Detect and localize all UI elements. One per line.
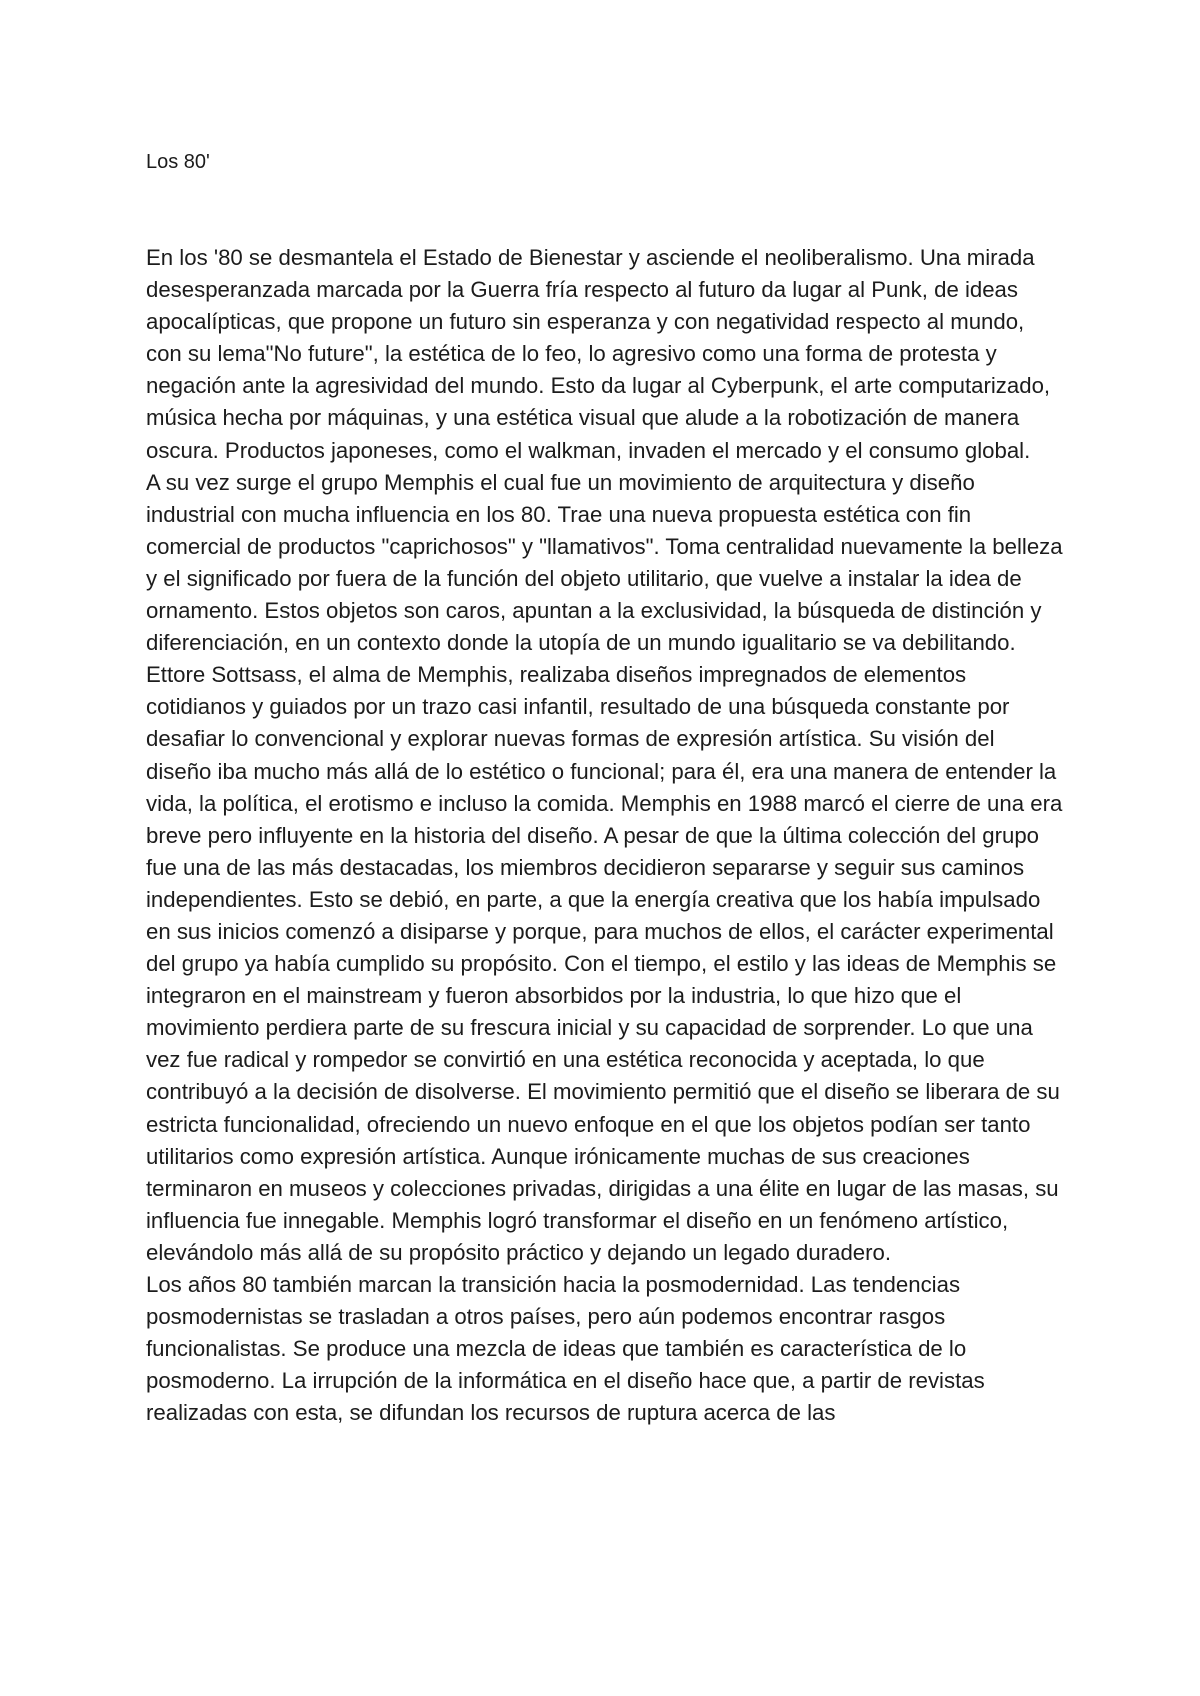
- paragraph-punk-cyberpunk: En los '80 se desmantela el Estado de Bienestar y asciende el neoliberalismo. Una mirada desesperanzada marcada por la Guerra fría respecto al futuro da lugar al Punk, de ideas apocalípticas, que propone un futuro sin esperanza y con negatividad respecto al mundo, con su lema"No future", la estética de lo feo, lo agresivo como una forma de protesta y negación ante la agresividad del mundo. Esto da lugar al Cyberpunk, el arte computarizado, música hecha por máquinas, y una estética visual que alude a la robotización de manera oscura. Productos japoneses, como el walkman, invaden el mercado y el consumo global.: [146, 245, 1051, 463]
- paragraph-memphis: A su vez surge el grupo Memphis el cual fue un movimiento de arquitectura y diseño industrial con mucha influencia en los 80. Trae una nueva propuesta estética con fin comercial de productos "caprichosos" y "llamativos". Toma centralidad nuevamente la belleza y el significado por fuera de la función del objeto utilitario, que vuelve a instalar la idea de ornamento. Estos objetos son caros, apuntan a la exclusividad, la búsqueda de distinción y diferenciación, en un contexto donde la utopía de un mundo igualitario se va debilitando. Ettore Sottsass, el alma de Memphis, realizaba diseños impregnados de elementos cotidianos y guiados por un trazo casi infantil, resultado de una búsqueda constante por desafiar lo convencional y explorar nuevas formas de expresión artística. Su visión del diseño iba mucho más allá de lo estético o funcional; para él, era una manera de entender la vida, la política, el erotismo e incluso la comida. Memphis en 1988 marcó el cierre de una era breve pero influyente en la historia del diseño. A pesar de que la última colección del grupo fue una de las más destacadas, los miembros decidieron separarse y seguir sus caminos independientes. Esto se debió, en parte, a que la energía creativa que los había impulsado en sus inicios comenzó a disiparse y porque, para muchos de ellos, el carácter experimental del grupo ya había cumplido su propósito. Con el tiempo, el estilo y las ideas de Memphis se integraron en el mainstream y fueron absorbidos por la industria, lo que hizo que el movimiento perdiera parte de su frescura inicial y su capacidad de sorprender. Lo que una vez fue radical y rompedor se convirtió en una estética reconocida y aceptada, lo que contribuyó a la decisión de disolverse. El movimiento permitió que el diseño se liberara de su estricta funcionalidad, ofreciendo un nuevo enfoque en el que los objetos podían ser tanto utilitarios como expresión artística. Aunque irónicamente muchas de sus creaciones terminaron en museos y colecciones privadas, dirigidas a una élite en lugar de las masas, su influencia fue innegable. Memphis logró transformar el diseño en un fenómeno artístico, elevándolo más allá de su propósito práctico y dejando un legado duradero.: [146, 469, 1063, 1265]
- document-title: Los 80': [146, 151, 210, 173]
- document-body: [146, 242, 1066, 1429]
- paragraph-posmodernidad: Los años 80 también marcan la transición hacia la posmodernidad. Las tendencias posmodernistas se trasladan a otros países, pero aún podemos encontrar rasgos funcionalistas. Se produce una mezcla de ideas que también es característica de lo posmoderno. La irrupción de la informática en el diseño hace que, a partir de revistas realizadas con esta, se difundan los recursos de ruptura acerca de las: [146, 1272, 985, 1426]
